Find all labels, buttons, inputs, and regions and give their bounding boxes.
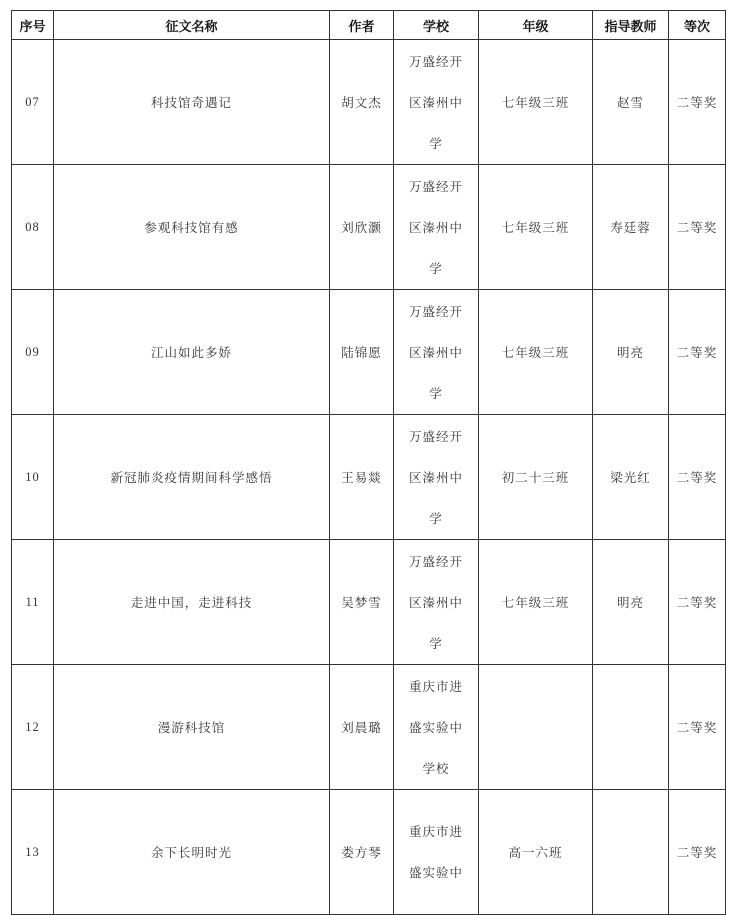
header-title: 征文名称	[54, 11, 330, 40]
cell-teacher: 明亮	[593, 540, 669, 665]
cell-teacher: 明亮	[593, 290, 669, 415]
cell-title: 参观科技馆有感	[54, 165, 330, 290]
school-line: 万盛经开	[408, 53, 463, 69]
cell-teacher: 赵雪	[593, 40, 669, 165]
cell-author: 陆锦愿	[330, 290, 394, 415]
school-line: 区溱州中	[408, 94, 463, 110]
cell-award: 二等奖	[669, 290, 726, 415]
table-row	[12, 40, 726, 165]
cell-author: 王易燚	[330, 415, 394, 540]
cell-no: 12	[12, 665, 54, 790]
cell-grade: 初二十三班	[479, 415, 593, 540]
school-line: 学	[429, 135, 443, 151]
header-school: 学校	[394, 11, 479, 40]
school-line: 盛实验中	[408, 719, 463, 735]
school-line: 万盛经开	[408, 553, 463, 569]
school-line: 学	[429, 385, 443, 401]
header-teacher: 指导教师	[593, 11, 669, 40]
cell-school	[394, 665, 479, 790]
cell-author: 娄方琴	[330, 790, 394, 915]
header-row	[12, 11, 726, 40]
awards-table	[11, 10, 726, 915]
school-line: 学	[429, 510, 443, 526]
cell-no: 09	[12, 290, 54, 415]
cell-award: 二等奖	[669, 40, 726, 165]
cell-school	[394, 290, 479, 415]
school-line: 区溱州中	[408, 469, 463, 485]
cell-teacher	[593, 790, 669, 915]
cell-grade: 七年级三班	[479, 540, 593, 665]
cell-no: 10	[12, 415, 54, 540]
cell-school	[394, 40, 479, 165]
cell-award: 二等奖	[669, 540, 726, 665]
school-line: 万盛经开	[408, 303, 463, 319]
cell-teacher: 梁光红	[593, 415, 669, 540]
cell-award: 二等奖	[669, 165, 726, 290]
school-line: 盛实验中	[408, 865, 463, 880]
cell-author: 胡文杰	[330, 40, 394, 165]
cell-author: 刘欣灏	[330, 165, 394, 290]
table-row	[12, 665, 726, 790]
table-row	[12, 540, 726, 665]
school-line: 万盛经开	[408, 428, 463, 444]
cell-author: 刘晨璐	[330, 665, 394, 790]
header-no: 序号	[12, 11, 54, 40]
cell-title: 走进中国，走进科技	[54, 540, 330, 665]
cell-title: 漫游科技馆	[54, 665, 330, 790]
cell-title: 新冠肺炎疫情期间科学感悟	[54, 415, 330, 540]
table-row	[12, 415, 726, 540]
header-author: 作者	[330, 11, 394, 40]
header-grade: 年级	[479, 11, 593, 40]
cell-award: 二等奖	[669, 665, 726, 790]
cell-award: 二等奖	[669, 415, 726, 540]
cell-school	[394, 165, 479, 290]
school-line: 学校	[422, 760, 450, 776]
cell-teacher: 寿廷蓉	[593, 165, 669, 290]
school-line: 重庆市进	[408, 824, 463, 839]
cell-title: 科技馆奇遇记	[54, 40, 330, 165]
cell-author: 吴梦雪	[330, 540, 394, 665]
cell-no: 11	[12, 540, 54, 665]
school-line: 学	[429, 260, 443, 276]
school-line: 学	[429, 635, 443, 651]
cell-school	[394, 415, 479, 540]
school-line: 区溱州中	[408, 344, 463, 360]
cell-no: 13	[12, 790, 54, 915]
cell-school	[394, 790, 479, 915]
cell-title: 江山如此多娇	[54, 290, 330, 415]
cell-no: 07	[12, 40, 54, 165]
cell-title: 余下长明时光	[54, 790, 330, 915]
school-line: 万盛经开	[408, 178, 463, 194]
cell-award: 二等奖	[669, 790, 726, 915]
table-row	[12, 290, 726, 415]
school-line: 区溱州中	[408, 594, 463, 610]
cell-no: 08	[12, 165, 54, 290]
cell-grade: 七年级三班	[479, 165, 593, 290]
cell-school	[394, 540, 479, 665]
table-row	[12, 790, 726, 915]
cell-grade: 高一六班	[479, 790, 593, 915]
cell-teacher	[593, 665, 669, 790]
school-line: 区溱州中	[408, 219, 463, 235]
cell-grade: 七年级三班	[479, 40, 593, 165]
cell-grade	[479, 665, 593, 790]
school-line: 重庆市进	[408, 678, 463, 694]
header-award: 等次	[669, 11, 726, 40]
cell-grade: 七年级三班	[479, 290, 593, 415]
table-row	[12, 165, 726, 290]
